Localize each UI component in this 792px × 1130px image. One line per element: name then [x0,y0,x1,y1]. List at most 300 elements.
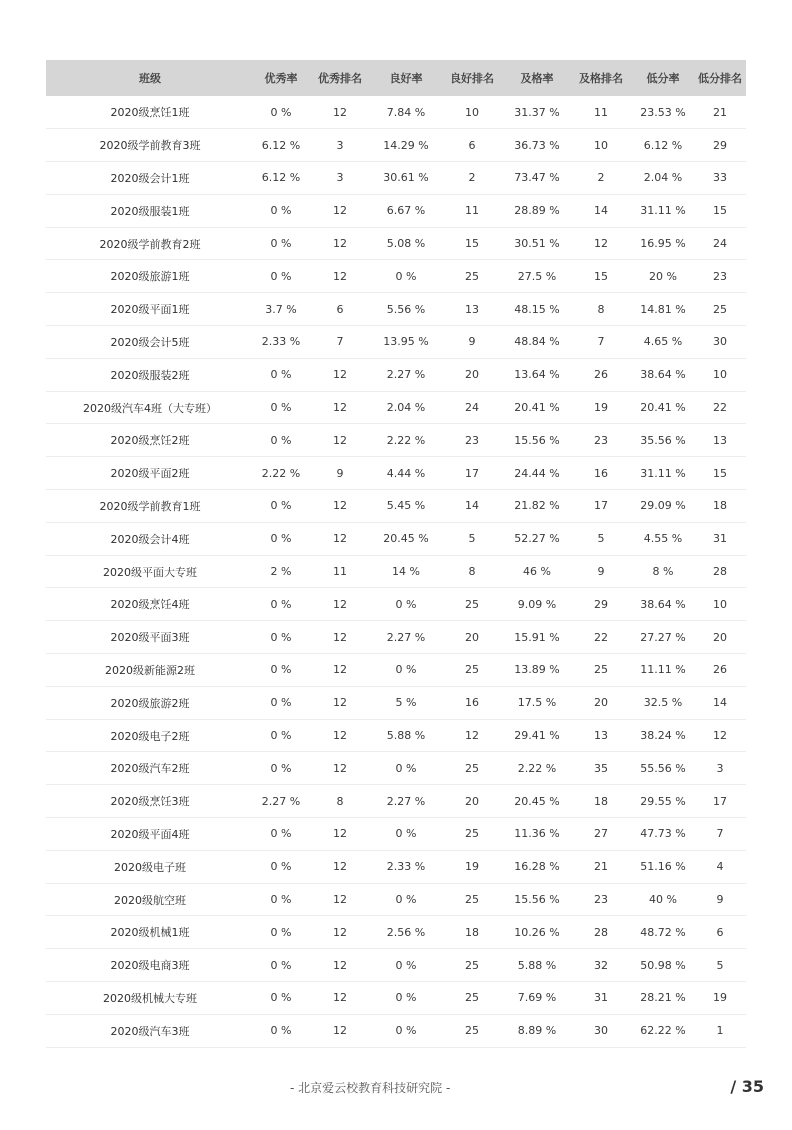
value-cell: 0 % [270,696,292,710]
value-cell: 17 [594,499,608,513]
value-cell: 25 [465,663,479,677]
table-row [46,424,746,457]
value-cell: 8 % [652,565,674,579]
value-cell: 21.82 % [514,499,560,513]
table-row [46,752,746,785]
value-cell: 13.64 % [514,368,560,382]
value-cell: 5 [716,958,724,972]
value-cell: 3.7 % [265,302,297,316]
value-cell: 5.56 % [386,302,426,316]
value-cell: 25 [465,597,479,611]
column-header: 班级 [46,60,254,96]
value-cell: 17 [713,794,727,808]
column-header: 优秀率 [254,60,308,96]
value-cell: 11.11 % [640,663,686,677]
table-body [46,96,746,1047]
class-name-cell: 2020级新能源2班 [105,663,195,677]
value-cell: 23.53 % [640,105,686,119]
class-name-cell: 2020级电子2班 [110,729,190,743]
value-cell: 12 [333,860,347,874]
table-row [46,457,746,490]
value-cell: 0 % [270,630,292,644]
value-cell: 9 [597,565,605,579]
value-cell: 13.95 % [383,335,429,349]
value-cell: 0 % [270,105,292,119]
value-cell: 73.47 % [514,171,560,185]
value-cell: 2.04 % [386,401,426,415]
value-cell: 5 % [395,696,417,710]
value-cell: 0 % [395,893,417,907]
class-stats-table [46,60,746,1048]
class-name-cell: 2020级汽车3班 [110,1024,190,1038]
value-cell: 9 [716,893,724,907]
value-cell: 10.26 % [514,925,560,939]
value-cell: 13 [713,433,727,447]
table-row [46,162,746,195]
value-cell: 3 [716,761,724,775]
value-cell: 29.41 % [514,729,560,743]
value-cell: 0 % [270,1024,292,1038]
value-cell: 50.98 % [640,958,686,972]
value-cell: 12 [333,696,347,710]
class-name-cell: 2020级服装2班 [110,368,190,382]
page-footer [0,1079,792,1099]
value-cell: 38.24 % [640,729,686,743]
value-cell: 15 [713,466,727,480]
value-cell: 33 [713,171,727,185]
value-cell: 17.5 % [517,696,557,710]
value-cell: 35.56 % [640,433,686,447]
value-cell: 25 [465,1024,479,1038]
value-cell: 51.16 % [640,860,686,874]
value-cell: 12 [333,204,347,218]
value-cell: 15 [465,237,479,251]
value-cell: 18 [465,925,479,939]
value-cell: 3 [336,171,344,185]
value-cell: 32 [594,958,608,972]
value-cell: 21 [713,105,727,119]
value-cell: 0 % [395,958,417,972]
value-cell: 12 [333,499,347,513]
value-cell: 6.12 % [643,138,683,152]
class-name-cell: 2020级汽车2班 [110,762,190,776]
value-cell: 0 % [270,860,292,874]
value-cell: 2.22 % [261,466,301,480]
column-header: 优秀排名 [308,60,372,96]
class-name-cell: 2020级学前教育3班 [99,139,201,153]
value-cell: 12 [333,827,347,841]
value-cell: 11 [594,105,608,119]
value-cell: 29 [713,138,727,152]
table-row [46,293,746,326]
value-cell: 29.55 % [640,794,686,808]
value-cell: 32.5 % [643,696,683,710]
value-cell: 14.81 % [640,302,686,316]
value-cell: 26 [713,663,727,677]
value-cell: 20 [465,794,479,808]
value-cell: 0 % [395,827,417,841]
value-cell: 24.44 % [514,466,560,480]
value-cell: 0 % [270,269,292,283]
value-cell: 20 [465,368,479,382]
table-row [46,96,746,129]
value-cell: 7 [336,335,344,349]
value-cell: 12 [594,237,608,251]
page-number: / 35 [730,1077,764,1096]
value-cell: 2.22 % [386,433,426,447]
value-cell: 8.89 % [517,1024,557,1038]
value-cell: 0 % [270,761,292,775]
column-header: 低分率 [632,60,694,96]
value-cell: 25 [465,269,479,283]
value-cell: 2.56 % [386,925,426,939]
value-cell: 2.27 % [386,630,426,644]
value-cell: 0 % [270,597,292,611]
value-cell: 11 [333,565,347,579]
table-row [46,588,746,621]
value-cell: 0 % [395,269,417,283]
value-cell: 26 [594,368,608,382]
value-cell: 6 [468,138,476,152]
value-cell: 7 [597,335,605,349]
value-cell: 12 [333,761,347,775]
value-cell: 12 [333,237,347,251]
value-cell: 0 % [270,499,292,513]
value-cell: 10 [465,105,479,119]
value-cell: 14 [465,499,479,513]
value-cell: 0 % [270,925,292,939]
value-cell: 8 [597,302,605,316]
value-cell: 12 [713,729,727,743]
value-cell: 3 [336,138,344,152]
value-cell: 15.91 % [514,630,560,644]
value-cell: 31 [594,991,608,1005]
value-cell: 10 [713,597,727,611]
value-cell: 30.51 % [514,237,560,251]
value-cell: 29.09 % [640,499,686,513]
value-cell: 0 % [270,827,292,841]
value-cell: 28 [713,565,727,579]
value-cell: 6.67 % [386,204,426,218]
value-cell: 25 [465,991,479,1005]
column-header: 及格率 [504,60,570,96]
value-cell: 23 [465,433,479,447]
class-name-cell: 2020级平面3班 [110,631,190,645]
value-cell: 0 % [270,204,292,218]
value-cell: 0 % [270,663,292,677]
value-cell: 9 [468,335,476,349]
value-cell: 22 [713,401,727,415]
value-cell: 12 [333,368,347,382]
value-cell: 47.73 % [640,827,686,841]
value-cell: 23 [594,893,608,907]
value-cell: 5.88 % [386,729,426,743]
value-cell: 2 [468,171,476,185]
value-cell: 0 % [270,958,292,972]
value-cell: 2 [597,171,605,185]
value-cell: 20 [594,696,608,710]
value-cell: 7.69 % [517,991,557,1005]
value-cell: 2.27 % [386,794,426,808]
value-cell: 20.45 % [383,532,429,546]
value-cell: 12 [333,925,347,939]
header-row [46,60,746,96]
value-cell: 14 [594,204,608,218]
value-cell: 12 [333,1024,347,1038]
class-name-cell: 2020级会计1班 [110,171,190,185]
value-cell: 0 % [395,663,417,677]
value-cell: 0 % [395,991,417,1005]
value-cell: 17 [465,466,479,480]
value-cell: 48.72 % [640,925,686,939]
value-cell: 12 [333,269,347,283]
table-row [46,883,746,916]
value-cell: 20 [465,630,479,644]
value-cell: 12 [333,105,347,119]
value-cell: 6 [716,925,724,939]
value-cell: 12 [333,532,347,546]
value-cell: 28.21 % [640,991,686,1005]
value-cell: 1 [716,1024,724,1038]
value-cell: 22 [594,630,608,644]
value-cell: 12 [333,729,347,743]
class-name-cell: 2020级学前教育1班 [99,499,201,513]
table-row [46,522,746,555]
table-row [46,490,746,523]
value-cell: 0 % [270,991,292,1005]
class-name-cell: 2020级平面大专班 [103,565,197,579]
table-row [46,818,746,851]
value-cell: 13 [594,729,608,743]
value-cell: 14 [713,696,727,710]
table-row [46,850,746,883]
table-row [46,227,746,260]
value-cell: 20 [713,630,727,644]
value-cell: 16 [594,466,608,480]
class-name-cell: 2020级汽车4班（大专班） [83,401,217,415]
value-cell: 8 [336,794,344,808]
table-row [46,719,746,752]
class-name-cell: 2020级学前教育2班 [99,237,201,251]
class-name-cell: 2020级平面4班 [110,827,190,841]
value-cell: 25 [465,893,479,907]
value-cell: 0 % [395,1024,417,1038]
value-cell: 5.08 % [386,237,426,251]
table-row [46,194,746,227]
value-cell: 23 [594,433,608,447]
value-cell: 18 [713,499,727,513]
value-cell: 24 [465,401,479,415]
value-cell: 31.37 % [514,105,560,119]
table-header [46,60,746,96]
value-cell: 20 % [649,269,677,283]
column-header: 良好率 [372,60,440,96]
value-cell: 11 [465,204,479,218]
value-cell: 0 % [395,597,417,611]
value-cell: 55.56 % [640,761,686,775]
value-cell: 2.33 % [386,860,426,874]
value-cell: 14 % [392,565,420,579]
table-row [46,785,746,818]
value-cell: 48.84 % [514,335,560,349]
value-cell: 19 [713,991,727,1005]
value-cell: 14.29 % [383,138,429,152]
value-cell: 7 [716,827,724,841]
value-cell: 30 [713,335,727,349]
value-cell: 10 [713,368,727,382]
value-cell: 28.89 % [514,204,560,218]
class-name-cell: 2020级平面1班 [110,303,190,317]
value-cell: 16 [465,696,479,710]
value-cell: 24 [713,237,727,251]
table-row [46,260,746,293]
value-cell: 48.15 % [514,302,560,316]
value-cell: 31 [713,532,727,546]
class-name-cell: 2020级烹饪1班 [110,106,190,120]
value-cell: 9 [336,466,344,480]
table-row [46,358,746,391]
value-cell: 16.95 % [640,237,686,251]
column-header: 低分排名 [694,60,746,96]
value-cell: 35 [594,761,608,775]
table-row [46,949,746,982]
value-cell: 6.12 % [261,138,301,152]
value-cell: 9.09 % [517,597,557,611]
value-cell: 28 [594,925,608,939]
value-cell: 15.56 % [514,433,560,447]
value-cell: 12 [333,893,347,907]
value-cell: 31.11 % [640,204,686,218]
column-header: 良好排名 [440,60,504,96]
class-name-cell: 2020级旅游2班 [110,696,190,710]
value-cell: 8 [468,565,476,579]
value-cell: 12 [333,433,347,447]
value-cell: 12 [465,729,479,743]
table-row [46,129,746,162]
value-cell: 12 [333,630,347,644]
value-cell: 7.84 % [386,105,426,119]
value-cell: 20.41 % [640,401,686,415]
class-name-cell: 2020级旅游1班 [110,270,190,284]
value-cell: 2.04 % [643,171,683,185]
value-cell: 38.64 % [640,597,686,611]
class-name-cell: 2020级平面2班 [110,467,190,481]
value-cell: 31.11 % [640,466,686,480]
value-cell: 40 % [649,893,677,907]
value-cell: 0 % [395,761,417,775]
value-cell: 46 % [523,565,551,579]
table-row [46,1014,746,1047]
value-cell: 19 [465,860,479,874]
class-name-cell: 2020级服装1班 [110,204,190,218]
value-cell: 0 % [270,368,292,382]
value-cell: 10 [594,138,608,152]
table-row [46,326,746,359]
value-cell: 15 [713,204,727,218]
value-cell: 0 % [270,433,292,447]
value-cell: 12 [333,401,347,415]
value-cell: 5.45 % [386,499,426,513]
value-cell: 25 [713,302,727,316]
class-name-cell: 2020级烹饪3班 [110,795,190,809]
value-cell: 25 [465,761,479,775]
value-cell: 4 [716,860,724,874]
value-cell: 25 [465,827,479,841]
table-row [46,686,746,719]
value-cell: 2.27 % [261,794,301,808]
value-cell: 25 [594,663,608,677]
class-name-cell: 2020级烹饪2班 [110,434,190,448]
value-cell: 23 [713,269,727,283]
value-cell: 30 [594,1024,608,1038]
value-cell: 4.44 % [386,466,426,480]
table-row [46,982,746,1015]
value-cell: 5.88 % [517,958,557,972]
table-row [46,621,746,654]
value-cell: 2.33 % [261,335,301,349]
value-cell: 21 [594,860,608,874]
value-cell: 2 % [270,565,292,579]
value-cell: 2.27 % [386,368,426,382]
class-name-cell: 2020级烹饪4班 [110,598,190,612]
table-row [46,555,746,588]
value-cell: 11.36 % [514,827,560,841]
value-cell: 18 [594,794,608,808]
value-cell: 0 % [270,401,292,415]
value-cell: 15 [594,269,608,283]
value-cell: 20.41 % [514,401,560,415]
value-cell: 38.64 % [640,368,686,382]
value-cell: 13.89 % [514,663,560,677]
value-cell: 0 % [270,237,292,251]
value-cell: 12 [333,958,347,972]
value-cell: 6 [336,302,344,316]
value-cell: 16.28 % [514,860,560,874]
value-cell: 19 [594,401,608,415]
value-cell: 20.45 % [514,794,560,808]
footer-organization: - 北京爱云校教育科技研究院 - [290,1081,451,1095]
value-cell: 30.61 % [383,171,429,185]
table-row [46,916,746,949]
value-cell: 25 [465,958,479,972]
value-cell: 0 % [270,893,292,907]
column-header: 及格排名 [570,60,632,96]
class-name-cell: 2020级航空班 [114,893,186,907]
class-name-cell: 2020级会计4班 [110,532,190,546]
class-name-cell: 2020级机械1班 [110,926,190,940]
value-cell: 0 % [270,532,292,546]
value-cell: 12 [333,663,347,677]
value-cell: 12 [333,597,347,611]
value-cell: 52.27 % [514,532,560,546]
value-cell: 29 [594,597,608,611]
table-row [46,391,746,424]
value-cell: 4.65 % [643,335,683,349]
value-cell: 13 [465,302,479,316]
value-cell: 12 [333,991,347,1005]
value-cell: 27.27 % [640,630,686,644]
value-cell: 5 [468,532,476,546]
value-cell: 5 [597,532,605,546]
class-name-cell: 2020级电商3班 [110,959,190,973]
value-cell: 0 % [270,729,292,743]
value-cell: 6.12 % [261,171,301,185]
value-cell: 27 [594,827,608,841]
value-cell: 27.5 % [517,269,557,283]
value-cell: 4.55 % [643,532,683,546]
value-cell: 15.56 % [514,893,560,907]
class-name-cell: 2020级会计5班 [110,335,190,349]
